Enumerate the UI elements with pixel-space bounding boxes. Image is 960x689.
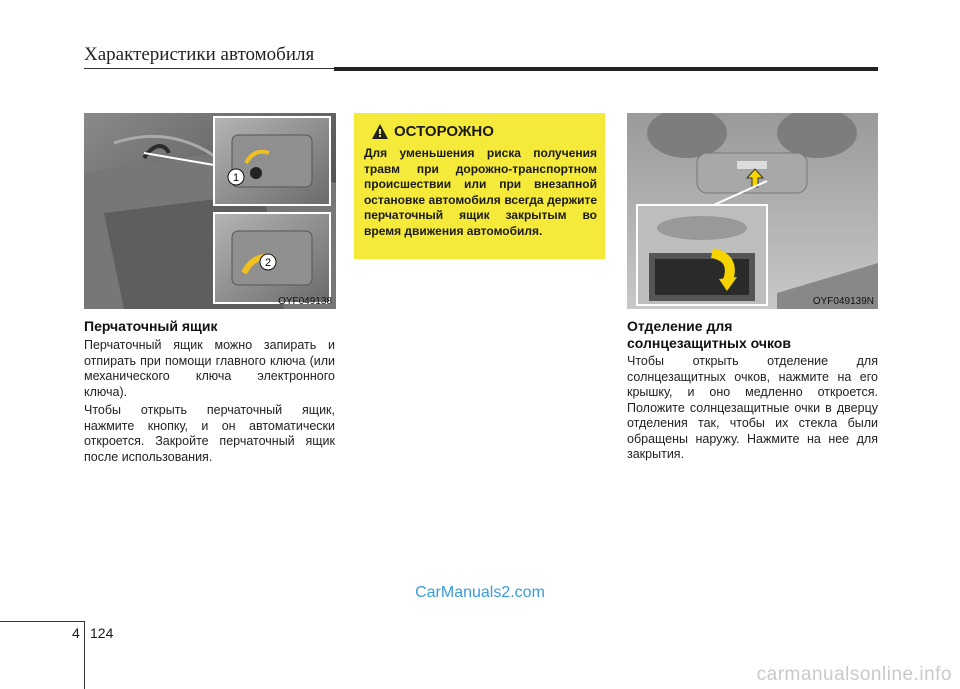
warning-box — [354, 113, 605, 259]
image-code: OYF049138 — [278, 296, 332, 307]
glove-box-text — [84, 338, 335, 468]
footer-rule — [0, 621, 84, 622]
footer-divider — [84, 621, 85, 689]
warning-icon — [372, 124, 388, 139]
paragraph: Чтобы открыть отделение для солнцезащитных очков, нажмите на его крышку, и оно медленно откроется. Положите солнцезащитные очки в дверцу отделения так, чтобы их стекла были обращены наружу. Нажмите на нее для закрытия. — [627, 354, 878, 461]
image-code: OYF049139N — [812, 296, 874, 307]
watermark-link[interactable]: CarManuals2.com — [415, 584, 545, 601]
header-rule-thick — [334, 67, 878, 71]
paragraph: Чтобы открыть перчаточный ящик, нажмите кнопку, и он автоматически откроется. Закройте перчаточный ящик после использования. — [84, 403, 335, 464]
sunglass-holder-photo — [627, 113, 878, 309]
header-rule-thin — [84, 68, 334, 69]
glove-box-photo — [84, 113, 336, 309]
sunglass-holder-text — [627, 354, 878, 466]
callout-2: 2 — [264, 257, 272, 269]
warning-heading — [372, 123, 597, 140]
warning-text: Для уменьшения риска получения травм при дорожно-транспортном происшествии или при внезапной остановке автомобиля всегда держите перчаточный ящик закрытым во время движения автомобиля. — [364, 146, 597, 238]
glove-box-heading: Перчаточный ящик — [84, 318, 218, 334]
page-section-title: Характеристики автомобиля — [84, 44, 315, 65]
footer-site: carmanualsonline.info — [756, 664, 952, 685]
callout-1: 1 — [232, 172, 240, 184]
page-number: 124 — [90, 625, 114, 641]
warning-title: ОСТОРОЖНО — [394, 123, 494, 140]
paragraph: Перчаточный ящик можно запирать и отпирать при помощи главного ключа (или механического ключа электронного ключа). — [84, 338, 335, 399]
sunglass-holder-heading: Отделение для солнцезащитных очков — [627, 318, 791, 351]
chapter-number: 4 — [72, 625, 80, 641]
